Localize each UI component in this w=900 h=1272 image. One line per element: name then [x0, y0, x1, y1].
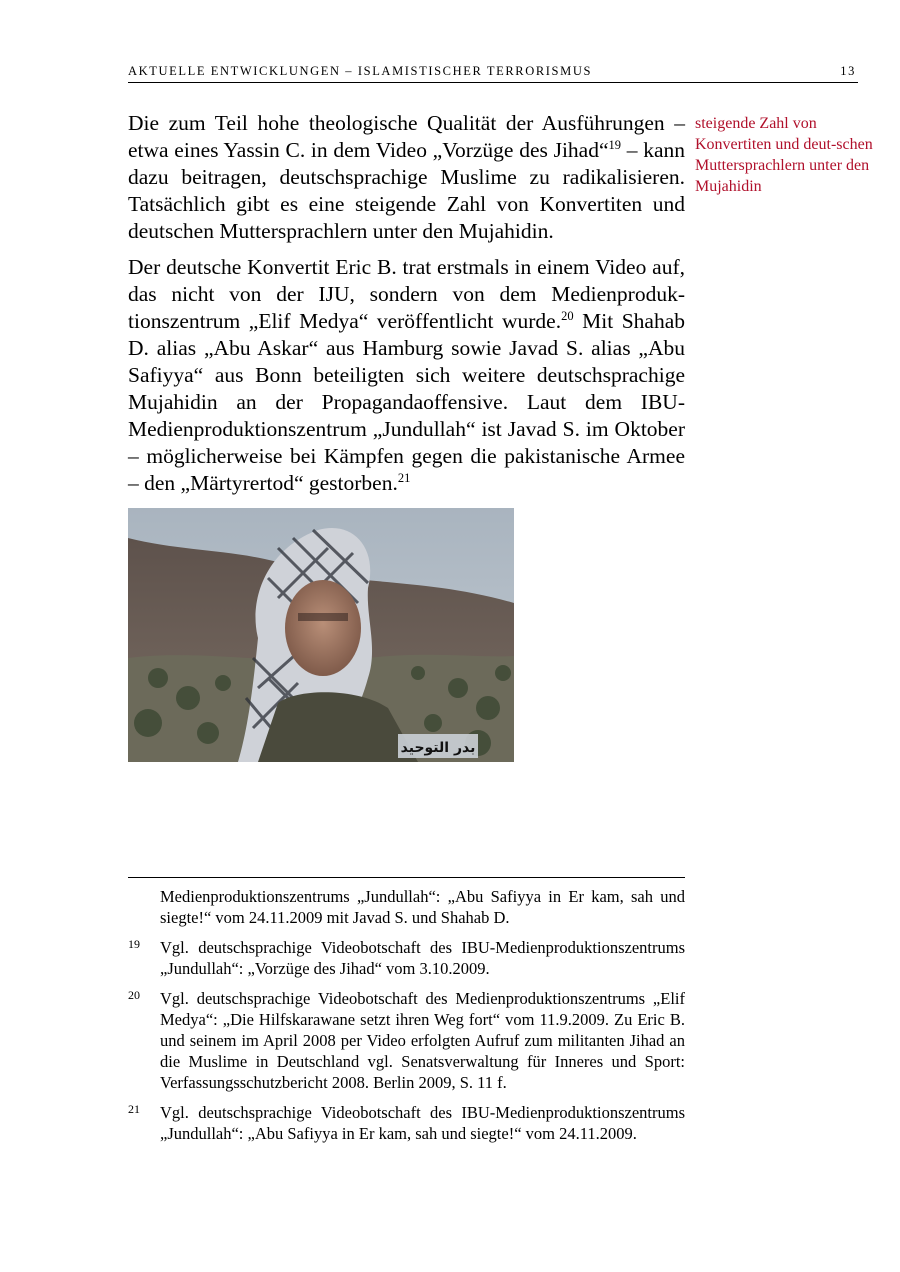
footnote-separator — [128, 877, 685, 878]
page-number: 13 — [840, 64, 856, 78]
paragraph-1-text-a: Die zum Teil hohe theologische Qualität der Ausführungen – etwa eines Yassin C. in dem Video „Vorzüge des Jihad“ — [128, 111, 685, 162]
running-header — [128, 62, 858, 83]
footnotes — [128, 886, 685, 1153]
paragraph-2-text-b: Mit Shahab D. alias „Abu Askar“ aus Hamburg sowie Javad S. alias „Abu Safiyya“ aus Bonn beteiligten sich weitere deutschsprachige Mujahidin an der Propagandaoffensive. Laut dem IBU-Medienproduktionszentrum „Jundullah“ ist Javad S. im Oktober – möglicherweise bei Kämpfen gegen die pakistanische Armee – den „Märtyrertod“ gestorben. — [128, 309, 685, 495]
footnote-text: Medienproduktionszentrums „Jundullah“: „Abu Safiyya in Er kam, sah und siegte!“ vom 24.11.2009 mit Javad S. und Shahab D. — [160, 887, 685, 927]
footnote-20 — [128, 988, 685, 1093]
footnote-ref-20[interactable]: 20 — [561, 308, 574, 323]
video-still-image — [128, 508, 514, 762]
footnote-number: 19 — [128, 937, 140, 951]
footnote-text: Vgl. deutschsprachige Videobotschaft des IBU-Medienproduktionszentrums „Jundullah“: „Vorzüge des Jihad“ vom 3.10.2009. — [160, 938, 685, 978]
footnote-continuation — [128, 886, 685, 928]
footnote-ref-21[interactable]: 21 — [397, 470, 411, 485]
photo-face — [285, 580, 361, 676]
main-text — [128, 110, 685, 506]
photo-eyes — [298, 613, 348, 621]
header-title: AKTUELLE ENTWICKLUNGEN – ISLAMISTISCHER TERRORISMUS — [128, 64, 592, 78]
footnote-21 — [128, 1102, 685, 1144]
paragraph-1 — [128, 110, 685, 245]
margin-note: steigende Zahl von Konvertiten und deut-schen Muttersprachlern unter den Mujahidin — [695, 115, 873, 195]
paragraph-2-text-a: Der deutsche Konvertit Eric B. trat erstmals in einem Video auf, das nicht von der IJU, sondern von dem Medienproduktionszentrum „Elif Medya“ veröffentlicht wurde. — [128, 255, 685, 333]
footnote-ref-19[interactable]: 19 — [608, 137, 622, 152]
paragraph-1-text-b: – kann dazu beitragen, deutschsprachige Muslime zu radikalisieren. Tatsächlich gibt es eine steigende Zahl von Konvertiten und deutschen Muttersprachlern unter den Mujahidin. — [128, 138, 685, 243]
footnote-number: 20 — [128, 988, 140, 1002]
photo-overlay-text: بدر التوحيد — [400, 740, 476, 756]
footnote-text: Vgl. deutschsprachige Videobotschaft des IBU-Medienproduktionszentrums „Jundullah“: „Abu Safiyya in Er kam, sah und siegte!“ vom 24.11.2009. — [160, 1103, 685, 1143]
video-still-photo — [128, 508, 514, 762]
footnote-number: 21 — [128, 1102, 140, 1116]
paragraph-2 — [128, 254, 685, 497]
footnote-text: Vgl. deutschsprachige Videobotschaft des Medienproduktionszentrums „Elif Medya“: „Die Hilfskarawane setzt ihren Weg fort“ vom 11.9.2009. Zu Eric B. und seinem im April 2008 per Video erfolgten Aufruf zum militanten Jihad an die Muslime in Deutschland vgl. Senatsverwaltung für Inneres und Sport: Verfassungsschutzbericht 2008. Berlin 2009, S. 11 f. — [160, 989, 685, 1092]
footnote-19 — [128, 937, 685, 979]
